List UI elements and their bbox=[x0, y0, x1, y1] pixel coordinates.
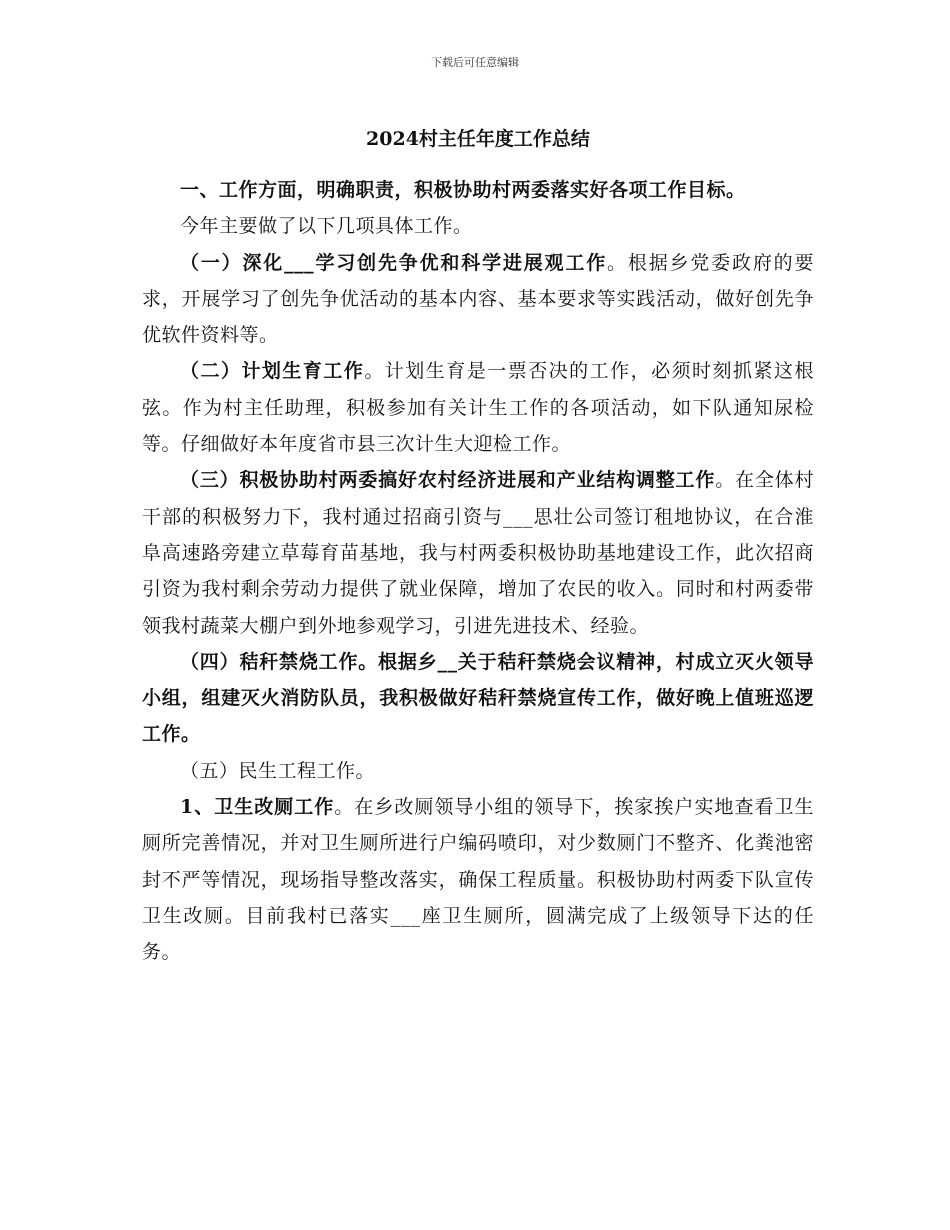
item1-paragraph bbox=[142, 245, 814, 354]
sub1-paragraph bbox=[142, 789, 814, 970]
document-body bbox=[142, 120, 814, 971]
item2-heading: （二）计划生育工作 bbox=[180, 360, 365, 383]
item2-paragraph bbox=[142, 353, 814, 462]
item2-body: 。计划生育是一票否决的工作，必须时刻抓紧这根弦。作为村主任助理，积极参加有关计生工作的各项活动，如下队通知尿检等。仔细做好本年度省市县三次计生大迎检工作。 bbox=[142, 360, 814, 456]
sub1-body: 。在乡改厕领导小组的领导下，挨家挨户实地查看卫生厕所完善情况，并对卫生厕所进行户编码喷印，对少数厕门不整齐、化粪池密封不严等情况，现场指导整改落实，确保工程质量。积极协助村两委下队宣传卫生改厕。目前我村已落实___座卫生厕所，圆满完成了上级领导下达的任务。 bbox=[142, 796, 814, 964]
intro-paragraph: 今年主要做了以下几项具体工作。 bbox=[180, 215, 473, 238]
item3-body: 。在全体村干部的积极努力下，我村通过招商引资与___思壮公司签订租地协议，在合淮阜高速路旁建立草莓育苗基地，我与村两委积极协助基地建设工作，此次招商引资为我村剩余劳动力提供了就业保障，增加了农民的收入。同时和村两委带领我村蔬菜大棚户到外地参观学习，引进先进技术、经验。 bbox=[142, 469, 814, 637]
section1-heading: 一、工作方面，明确职责，积极协助村两委落实好各项工作目标。 bbox=[180, 179, 746, 201]
item4-paragraph: （四）秸秆禁烧工作。根据乡__关于秸秆禁烧会议精神，村成立灭火领导小组，组建灭火消防队员，我积极做好秸秆禁烧宣传工作，做好晚上值班巡逻工作。 bbox=[142, 650, 814, 746]
item5-paragraph: （五）民生工程工作。 bbox=[180, 759, 376, 782]
header-note: 下载后可任意编辑 bbox=[431, 56, 519, 69]
item1-heading: （一）深化___学习创先争优和科学进展观工作 bbox=[180, 251, 608, 274]
document-title: 2024村主任年度工作总结 bbox=[366, 128, 590, 150]
item3-paragraph bbox=[142, 462, 814, 643]
sub1-heading: 1、卫生改厕工作 bbox=[180, 796, 335, 819]
item3-heading: （三）积极协助村两委搞好农村经济进展和产业结构调整工作 bbox=[180, 469, 716, 492]
item1-body: 。根据乡党委政府的要求，开展学习了创先争优活动的基本内容、基本要求等实践活动，做好创先争优软件资料等。 bbox=[142, 251, 814, 347]
